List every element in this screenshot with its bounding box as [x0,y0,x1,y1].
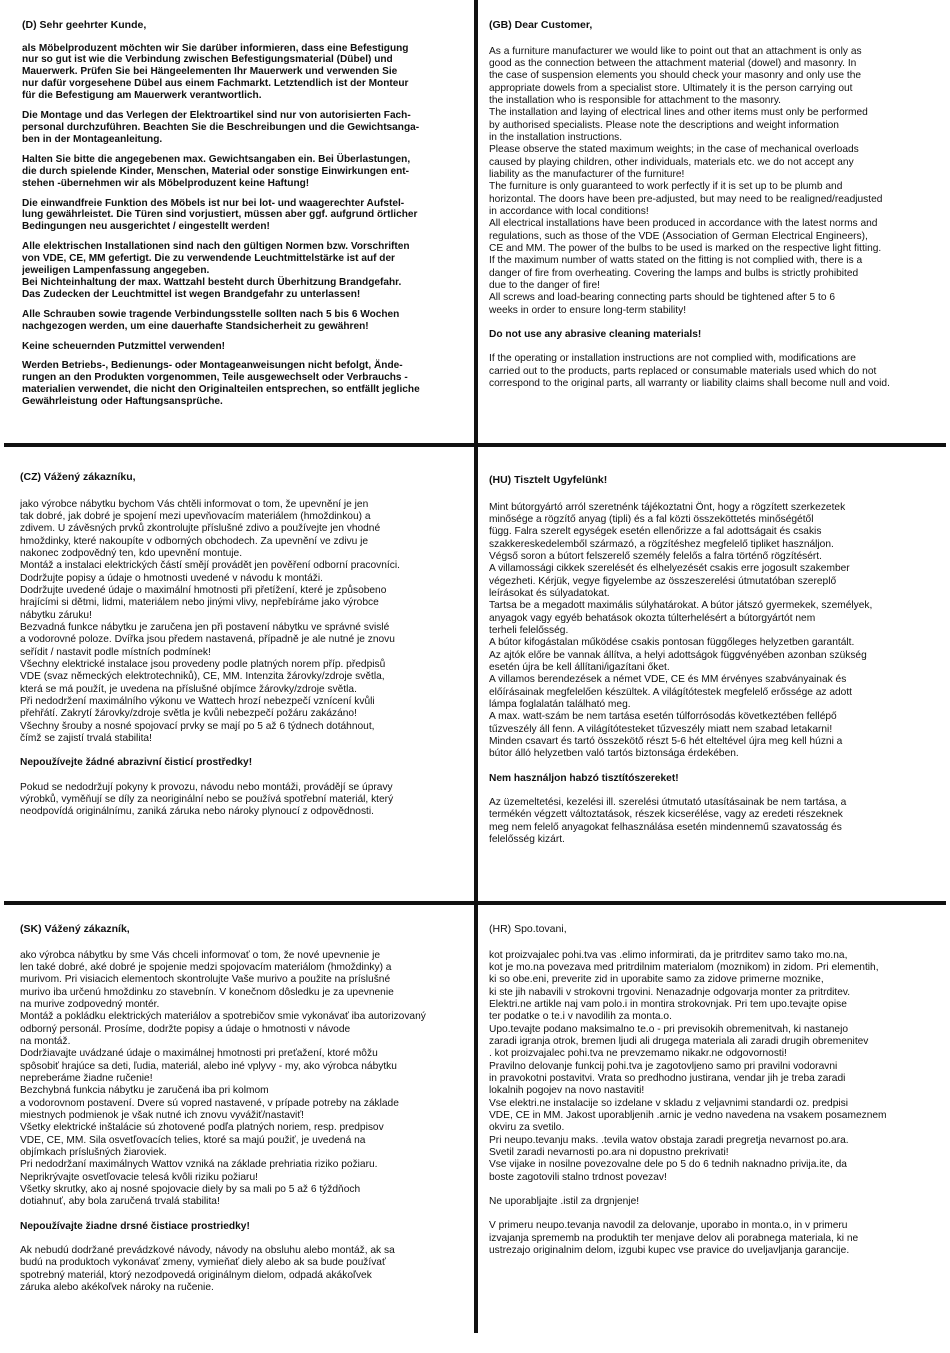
hu-warning: Nem használjon habzó tisztítószereket! [489,772,679,784]
cz-closing: Pokud se nedodržují pokyny k provozu, návodu nebo montáži, provádějí se úpravy výrobků, vyměňují se díly za neoriginální nebo se používá spotřební materiál, který neodpovídá originálnímu, zaniká záruka nebo nároky plynoucí z odpovědnosti. [20,781,394,818]
de-paragraph: Die Montage und das Verlegen der Elektroartikel sind nur von autorisierten Fach- personal durchzuführen. Beachten Sie die Beschreibungen und die Gewichtsanga- ben in der Montageanleitung. [22,110,420,145]
panel-de-body [22,43,470,409]
panel-cz-title: (CZ) Vážený zákazníku, [20,472,136,483]
vertical-divider [474,0,478,1333]
panel-hr [489,924,945,1334]
hu-closing: Az üzemeltetési, kezelési ill. szerelési útmutató utasításainak be nem tartása, a termékén végzett változtatások, részek kicserélése, vagy az eredeti részeknek meg nem felelő anyagokat felhasználása esetén mindennemű szavatosság és felelősség kizárt. [489,797,847,846]
gb-text: As a furniture manufacturer we would like to point out that an attachment is only as good as the connection between the attachment material (dowel) and masonry. In the case of suspension elements you should check your masonry and only use the appropriate dowels from a specialist store. Ultimately it is the person carrying out the installation who is responsible for attachment to the masonry. The installation and laying of electrical lines and other items must only be performed by authorised specialists. Please note the descriptions and weight information in the installation instructions. Please observe the stated maximum weights; in the case of mechanical overloads caused by playing children, other individuals, materials etc. we do not accept any liability as the manufacturer of the furniture! The furniture is only guaranteed to work perfectly if it is set up to be plumb and horizontal. The doors have been pre-adjusted, but may need to be realigned/readjusted in accordance with local conditions! All electrical installations have been produced in accordance with the latest norms and regulations, such as those of the VDE (Association of German Electrical Engineers), CE and MM. The power of the bulbs to be used is marked on the respective light fitting. If the maximum number of watts stated on the fitting is not complied with, there is a danger of fire from overheating. Covering the lamps and bulbs is strictly prohibited due to the danger of fire! All screws and load-bearing connecting parts should be tightened after 5 to 6 weeks in order to ensure long-term stability! [489,45,883,316]
de-warning: Keine scheuernden Putzmittel verwenden! [22,340,226,352]
cz-warning: Nepoužívejte žádné abrazivní čisticí prostředky! [20,757,253,769]
gb-closing: If the operating or installation instructions are not complied with, modifications are carried out to the products, parts replaced or consumable materials used which do not correspond to the original parts, all warranty or liability claims shall become null and void. [489,353,890,390]
panel-sk-body [20,950,474,1295]
panel-hu-body [489,502,945,847]
de-paragraph: Alle elektrischen Installationen sind nach den gültigen Normen bzw. Vorschriften von VDE, CE, MM gefertigt. Die zu verwendende Leuchtmittelstärke ist auf der jeweiligen Lampenfassung angegeben. Bei Nichteinhaltung der max. Wattzahl besteht durch Überhitzung Brandgefahr. Das Zudecken der Leuchtmittel ist wegen Brandgefahr zu unterlassen! [22,241,410,300]
horizontal-divider-2 [4,901,946,905]
hu-text: Mint bútorgyártó arról szeretnénk tájékoztatni Önt, hogy a rögzített szerkezetek minősége a rögzítő anyag (tipli) és a fal közti összeköttetés minőségétől függ. Falra szerelt egységek esetén ellenőrizze a fal adottságait és csakis szakkereskedelemből származó, a rögzítéshez megfelelő tipliket használjon. Végső soron a bútort felszerelő személy felelős a falra történő rögzítésért. A villamossági cikkek szerelését és elhelyezését csakis erre jogosult szakember végezheti. Kérjük, vegye figyelembe az összeszerelési útmutatóban szereplő leírásokat és súlyadatokat. Tartsa be a megadott maximális súlyhatárokat. A bútor játszó gyermekek, személyek, anyagok vagy egyéb behatások okozta túlterhelésért a bútorgyártót nem terheli felelősség. A bútor kifogástalan működése csakis pontosan függőleges helyzetben garantált. Az ajtók előre be vannak állítva, a helyi adottságok függvényében azonban szükség esetén újra be kell állítani/igazítani őket. A villamos berendezések a német VDE, CE és MM érvényes szabványainak és előírásainak megfelelően készültek. A világítótestek megfelelő erőssége az adott lámpa foglalatán található meg. A max. watt-szám be nem tartása esetén túlforrósodás következtében fellépő tűzveszély áll fenn. A világítótesteket tűzveszély miatt nem szabad letakarni! Minden csavart és tartó összekötő részt 5-6 hét elteltével újra meg kell húzni a bútor álló helyzetben való tartós biztonsága érdekében. [489,501,873,760]
panel-de [22,20,470,435]
sk-closing: Ak nebudú dodržané prevádzkové návody, návody na obsluhu alebo montáž, ak sa budú na produktoch vykonávať zmeny, vymieňať diely alebo ak sa bude používať spotrebný materiál, ktorý nezodpovedá originálnym dielom, odpadá akákoľvek záruka alebo akékoľvek nároky na ručenie. [20,1245,395,1294]
sk-text: ako výrobca nábytku by sme Vás chceli informovať o tom, že nové upevnenie je len také dobré, aké dobré je spojenie medzi spojovacím materiálom (hmoždinky) a murivom. Pri visiacich elementoch skontrolujte Vaše murivo a použite na príslušné murivo iba určenú hmoždinku zo stavebnín. V konečnom dôsledku je za upevnenie na murive zodpovedný montér. Montáž a pokládku elektrických materiálov a spotrebičov smie vykonávať iba autorizovaný odborný personál. Prosíme, dodržte popisy a údaje o hmotnosti v návode na montáž. Dodržiavajte uvádzané údaje o maximálnej hmotnosti pri preťažení, ktoré môžu spôsobiť hrajúce sa deti, ľudia, materiál, alebo iné vplyvy - my, ako výrobca nábytku nepreberáme žiadne ručenie! Bezchybná funkcia nábytku je zaručená iba pri kolmom a vodorovnom postavení. Dvere sú vopred nastavené, v prípade potreby na základe miestnych podmienok je však nutné ich znovu vyvážiť/nastaviť! Všetky elektrické inštalácie sú zhotovené podľa platných noriem, resp. predpisov VDE, CE, MM. Sila osvetľovacích telies, ktoré sa majú použiť, je uvedená na objímkach príslušných žiaroviek. Pri nedodržaní maximálnych Wattov vzniká na základe prehriatia riziko požiaru. Neprikrývajte osvetľovacie telesá kvôli riziku požiaru! Všetky skrutky, ako aj nosné spojovacie diely by sa mali po 5 až 6 týždňoch dotiahnuť, aby bola zaručená trvalá stabilita! [20,949,426,1208]
panel-cz-body [20,499,470,819]
panel-gb-body [489,46,945,391]
panel-cz [20,472,470,894]
panel-de-title: (D) Sehr geehrter Kunde, [22,20,147,31]
horizontal-divider-1 [4,443,946,447]
panel-gb [489,20,945,435]
hr-warning: Ne uporabljajte .istil za drgnjenje! [489,1196,640,1208]
de-paragraph: Halten Sie bitte die angegebenen max. Gewichtsangaben ein. Bei Überlastungen, die durch spielende Kinder, Menschen, Material oder sonstige Einwirkungen ent- stehen -übernehmen wir als Möbelproduzent keine Haftung! [22,153,411,189]
panel-gb-title: (GB) Dear Customer, [489,20,593,31]
panel-sk [20,924,474,1334]
de-paragraph: als Möbelproduzent möchten wir Sie darüber informieren, dass eine Befestigung nur so gut ist wie die Verbindung zwischen Befestigungsmaterial (Dübel) und Mauerwerk. Prüfen Sie bei Hängeelementen Ihr Mauerwerk und verwenden Sie nur dafür vorgesehene Dübel aus einem Fachmarkt. Letztendlich ist der Monteur für die Befestigung am Mauerwerk verantwortlich. [22,42,409,102]
panel-hu [489,475,945,895]
panel-hr-title: (HR) Spo.tovani, [489,924,567,935]
panel-sk-title: (SK) Vážený zákazník, [20,924,130,935]
hr-text: kot proizvajalec pohi.tva vas .elimo informirati, da je pritrditev samo tako mo.na, kot je mo.na povezava med pritrdilnim materialom (moznikom) in zidom. Pri elementih, ki so obe.eni, preverite zid in uporabite samo za zidove primerne moznike, ki ste jih nabavili v strokovni trgovini. Nenazadnje odgovarja monter za pritrditev. Elektri.ne artikle naj vam polo.i in montira strokovnjak. Pri tem upo.tevajte opise ter podatke o te.i v navodilih za monta.o. Upo.tevajte podano maksimalno te.o - pri previsokih obremenitvah, ki nastanejo zaradi igranja otrok, bremen ljudi ali drugega materiala ali zaradi drugih obremenitev . kot proizvajalec pohi.tva ne prevzemamo nikakr.ne odgovornosti! Pravilno delovanje funkcij pohi.tva je zagotovljeno samo pri pravilni vodoravni in pravokotni postavitvi. Vrata so predhodno justirana, vendar jih je treba zaradi lokalnih pogojev na novo nastaviti! Vse elektri.ne instalacije so izdelane v skladu z veljavnimi standardi oz. predpisi VDE, CE in MM. Jakost uporabljenih .arnic je vedno navedena na vsakem posameznem okviru za svetilo. Pri neupo.tevanju maks. .tevila watov obstaja zaradi pregretja nevarnost po.ara. Svetil zaradi nevarnosti po.ara ni dopustno prekrivati! Vse vijake in nosilne povezovalne dele po 5 do 6 tednih naknadno privija.ite, da boste zagotovili stalno trdnost povezav! [489,949,887,1183]
de-paragraph: Die einwandfreie Funktion des Möbels ist nur bei lot- und waagerechter Aufstel- lung gewährleistet. Die Türen sind vorjustiert, müssen aber ggf. aufgrund örtlicher Bedingungen neu ausgerichtet / eingestellt werden! [22,197,418,233]
sk-warning: Nepoužívajte žiadne drsné čistiace prostriedky! [20,1220,250,1232]
panel-hu-title: (HU) Tisztelt Ügyfelünk! [489,475,608,486]
de-paragraph: Alle Schrauben sowie tragende Verbindungsstelle sollten nach 5 bis 6 Wochen nachgezogen werden, um eine dauerhafte Standsicherheit zu gewähren! [22,308,400,332]
de-paragraph: Werden Betriebs-, Bedienungs- oder Montageanweisungen nicht befolgt, Ände- rungen an den Produkten vorgenommen, Teile ausgewechselt oder Verbrauchs - materialien verwendet, die nicht den Originalteilen entsprechen, so entfällt jegliche Gewährleistung oder Haftungsansprüche. [22,360,420,408]
cz-text: jako výrobce nábytku bychom Vás chtěli informovat o tom, že upevnění je jen tak dobré, jak dobré je spojení mezi upevňovacím materiálem (hmoždinkou) a zdivem. U závěsných prvků zkontrolujte příslušné zdivo a používejte jen vhodné hmoždinky, které nakoupíte v odborných obchodech. Za upevnění ve zdivu je nakonec zodpovědný ten, kdo upevnění montuje. Montáž a instalaci elektrických částí smějí provádět jen pověření odborní pracovníci. Dodržujte popisy a údaje o hmotnosti uvedené v návodu k montáži. Dodržujte uvedené údaje o maximální hmotnosti při přetížení, které je způsobeno hrajícími si dětmi, lidmi, materiálem nebo jinými vlivy, nepřebíráme jako výrobce nábytku záruku! Bezvadná funkce nábytku je zaručena jen při postavení nábytku ve správné svislé a vodorovné poloze. Dvířka jsou předem nastavená, případně je ale nutné je znovu seřídit / nastavit podle místních podmínek! Všechny elektrické instalace jsou provedeny podle platných norem příp. předpisů VDE (svaz německých elektrotechniků), CE, MM. Intenzita žárovky/zdroje světla, která se má použít, je uvedena na příslušné objímce žárovky/zdroje světla. Při nedodržení maximálního výkonu ve Wattech hrozí nebezpečí vznícení kvůli přehřátí. Zakrytí žárovky/zdroje světla je kvůli nebezpečí požáru zakázáno! Všechny šrouby a nosné spojovací prvky se mají po 5 až 6 týdnech dotáhnout, čímž se zajistí trvalá stabilita! [20,498,400,745]
panel-hr-body [489,950,945,1258]
gb-warning: Do not use any abrasive cleaning materials! [489,329,702,341]
hr-closing: V primeru neupo.tevanja navodil za delovanje, uporabo in monta.o, in v primeru izvajanja sprememb na produktih ter menjave delov ali porabnega materiala, ki ne ustrezajo originalnim delom, izgubi kupec vse pravice do uveljavljanja garancije. [489,1220,859,1257]
